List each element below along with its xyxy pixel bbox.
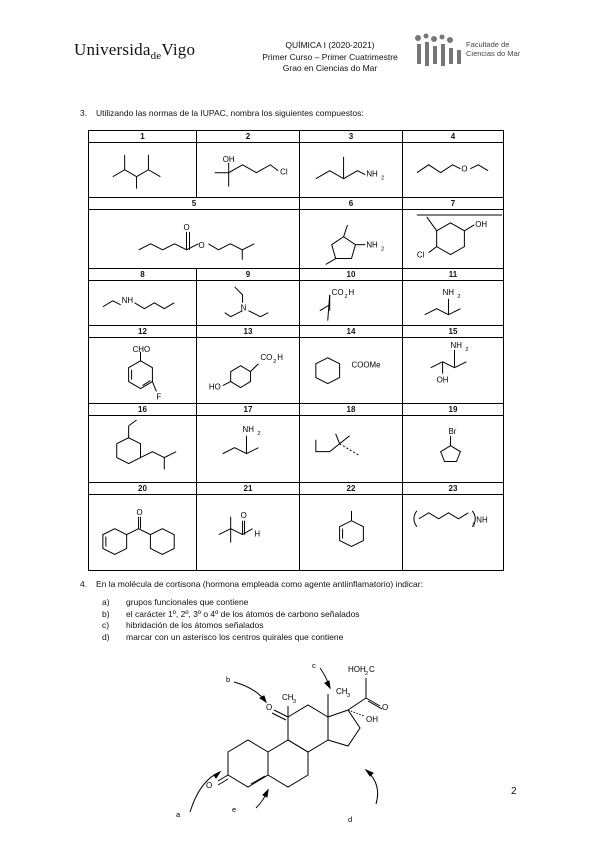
compound-number: 19 — [403, 404, 504, 416]
compound-number: 10 — [300, 269, 403, 281]
svg-text:2: 2 — [472, 522, 476, 529]
compound-number: 5 — [89, 198, 300, 210]
list-item: d) marcar con un asterisco los centros quirales que contiene — [102, 631, 344, 642]
compound-number: 6 — [300, 198, 403, 210]
structure-22 — [300, 494, 403, 570]
course-term: Primer Curso – Primer Cuatrimestre — [262, 51, 398, 62]
svg-text:CH: CH — [282, 693, 294, 702]
compound-number: 4 — [403, 131, 504, 143]
question-4-number: 4. — [80, 579, 88, 589]
question-3-number: 3. — [80, 108, 88, 118]
compound-number: 15 — [403, 325, 504, 337]
table-header-row — [89, 482, 504, 494]
svg-text:2: 2 — [457, 294, 461, 301]
structure-19 — [403, 416, 504, 482]
structure-15 — [403, 337, 504, 403]
compound-number: 23 — [403, 482, 504, 494]
label-h: H — [254, 529, 261, 539]
structure-11 — [403, 281, 504, 326]
compounds-table — [88, 130, 504, 571]
label-oh: OH — [222, 154, 235, 164]
structure-18 — [300, 416, 403, 482]
label-cl: Cl — [280, 167, 288, 177]
label-o: O — [198, 241, 205, 251]
faculty-emblem-icon — [412, 32, 464, 70]
logo-text-main: Universida — [74, 40, 151, 59]
compound-number: 16 — [89, 404, 197, 416]
logo-text-end: Vigo — [161, 40, 196, 59]
faculty-name-line1: Facultade de — [466, 40, 510, 49]
question-3-text: Utilizando las normas de la IUPAC, nombra los siguientes compuestos: — [96, 108, 364, 118]
question-4-items — [102, 597, 360, 643]
label-nh2: NH — [366, 240, 378, 250]
structure-7 — [403, 210, 504, 269]
compound-number: 2 — [197, 131, 300, 143]
compound-number: 8 — [89, 269, 197, 281]
compound-number: 12 — [89, 325, 197, 337]
course-degree: Grao en Ciencias do Mar — [282, 63, 378, 73]
svg-text:2: 2 — [381, 175, 385, 182]
label-nh: NH — [476, 515, 488, 525]
svg-text:2: 2 — [381, 246, 385, 253]
structure-12 — [89, 337, 197, 403]
label-co2h: CO — [260, 352, 273, 362]
label-ho: HO — [208, 382, 221, 392]
label-d: d — [348, 815, 353, 824]
page-number: 2 — [511, 786, 517, 797]
structure-1 — [89, 143, 197, 198]
label-cl: Cl — [416, 250, 425, 260]
compound-number: 11 — [403, 269, 504, 281]
faculty-logo — [412, 32, 522, 70]
table-header-row — [89, 131, 504, 143]
table-header-row — [89, 269, 504, 281]
label-o: O — [136, 507, 143, 517]
compound-number: 14 — [300, 325, 403, 337]
label-a: a — [176, 810, 181, 819]
label-e: e — [232, 805, 237, 814]
structure-13 — [197, 337, 300, 403]
structure-5 — [89, 210, 300, 269]
list-item: b) el carácter 1º, 2º, 3º o 4º de los átomos de carbono señalados — [102, 608, 360, 619]
label-coome: COOMe — [351, 360, 381, 370]
svg-text:3: 3 — [293, 699, 297, 705]
compound-number: 1 — [89, 131, 197, 143]
label-b: b — [226, 675, 231, 684]
cortisone-structure — [170, 650, 440, 825]
label-nh2: NH — [442, 288, 455, 298]
svg-text:HOH: HOH — [348, 665, 366, 674]
label-n: N — [240, 303, 247, 313]
svg-text:OH: OH — [366, 715, 378, 724]
compound-number: 3 — [300, 131, 403, 143]
label-oh: OH — [436, 375, 449, 385]
label-oh: OH — [475, 219, 488, 229]
structure-9 — [197, 281, 300, 326]
label-nh2: NH — [242, 425, 254, 435]
structure-4 — [403, 143, 504, 198]
label-o: O — [240, 510, 247, 520]
compound-number: 7 — [403, 198, 504, 210]
label-f: F — [156, 392, 162, 402]
structure-21 — [197, 494, 300, 570]
structure-2 — [197, 143, 300, 198]
question-3 — [80, 108, 364, 118]
compound-number: 21 — [197, 482, 300, 494]
svg-text:CH: CH — [336, 687, 348, 696]
compound-number: 18 — [300, 404, 403, 416]
svg-text:C: C — [369, 665, 375, 674]
course-title: QUÍMICA I (2020-2021) — [285, 40, 375, 50]
label-nh: NH — [121, 295, 134, 305]
compound-number: 22 — [300, 482, 403, 494]
structure-6 — [300, 210, 403, 269]
structure-14 — [300, 337, 403, 403]
structure-10 — [300, 281, 403, 326]
compound-number: 13 — [197, 325, 300, 337]
list-item: c) hibridación de los átomos señalados — [102, 620, 264, 631]
list-item: a) grupos funcionales que contiene — [102, 597, 249, 607]
table-header-row — [89, 198, 504, 210]
svg-text:O: O — [206, 781, 213, 790]
svg-text:2: 2 — [465, 346, 469, 353]
svg-text:2: 2 — [365, 671, 369, 677]
svg-text:H: H — [348, 288, 355, 298]
svg-text:H: H — [277, 352, 283, 362]
label-cho: CHO — [132, 344, 151, 354]
table-header-row — [89, 404, 504, 416]
svg-text:2: 2 — [344, 294, 348, 301]
label-o: O — [461, 164, 468, 174]
svg-text:O: O — [382, 703, 389, 712]
label-nh2: NH — [366, 169, 378, 179]
structure-23 — [403, 494, 504, 570]
compound-number: 9 — [197, 269, 300, 281]
faculty-name-line2: Ciencias do Mar — [466, 49, 521, 58]
label-c: c — [312, 661, 316, 670]
svg-text:3: 3 — [347, 693, 351, 699]
structure-20 — [89, 494, 197, 570]
structure-17 — [197, 416, 300, 482]
compound-number: 20 — [89, 482, 197, 494]
question-4-text: En la molécula de cortisona (hormona empleada como agente antiinflamatorio) indicar: — [96, 579, 423, 589]
university-logo — [74, 40, 195, 60]
label-o: O — [183, 223, 190, 233]
svg-text:2: 2 — [273, 358, 277, 365]
svg-text:2: 2 — [257, 430, 261, 437]
question-4 — [80, 579, 423, 589]
structure-3 — [300, 143, 403, 198]
structure-16 — [89, 416, 197, 482]
structure-8 — [89, 281, 197, 326]
label-br: Br — [448, 426, 457, 436]
label-co2h: CO — [331, 288, 344, 298]
compound-number: 17 — [197, 404, 300, 416]
svg-text:O: O — [266, 703, 273, 712]
label-nh2: NH — [450, 340, 462, 350]
table-header-row — [89, 325, 504, 337]
logo-text-de: de — [150, 50, 162, 62]
